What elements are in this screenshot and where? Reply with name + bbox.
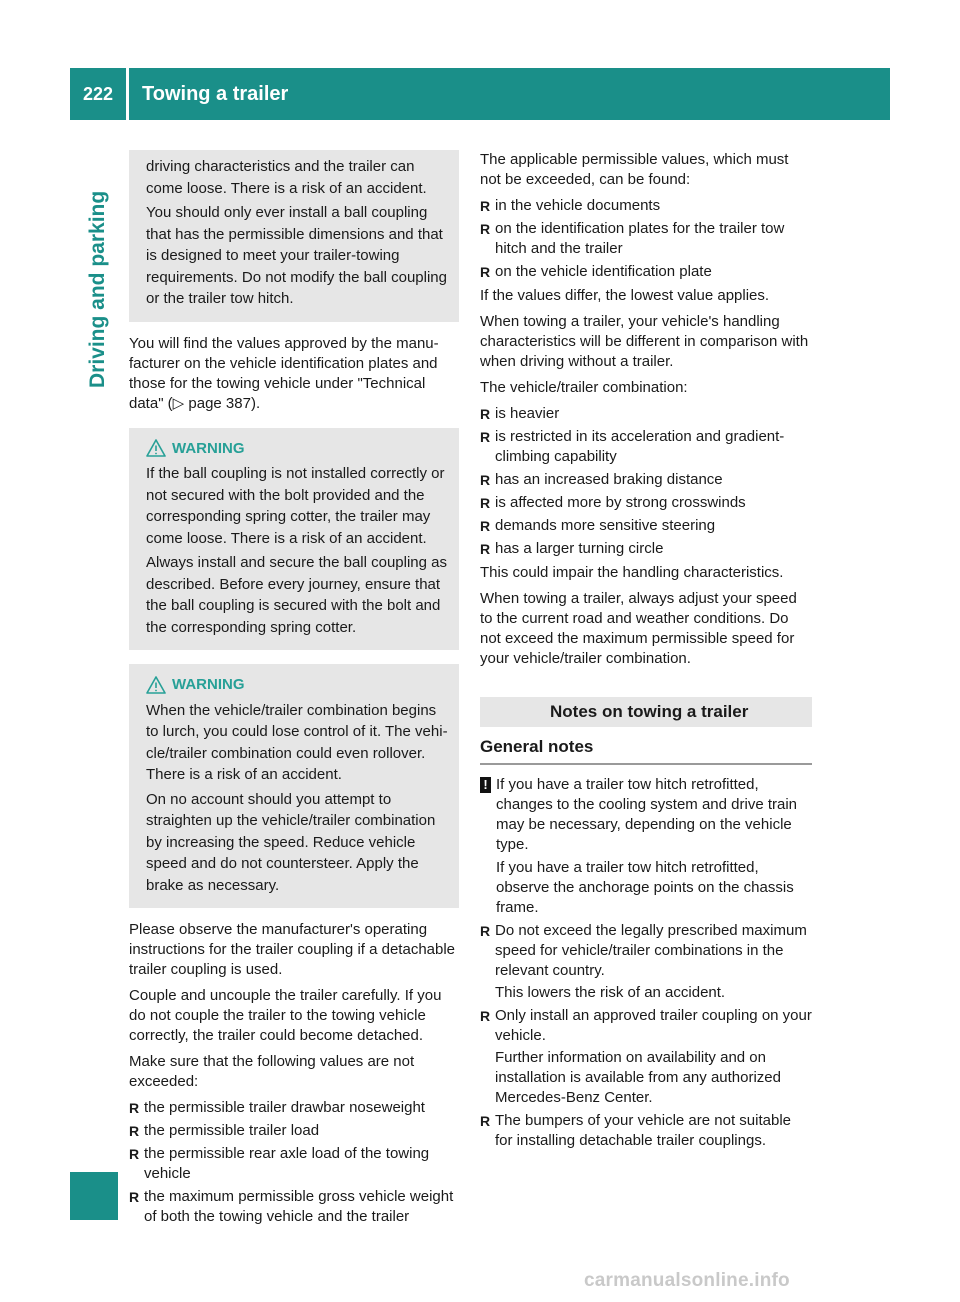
bullet-marker: R <box>480 198 491 214</box>
bullet-marker: R <box>480 264 491 280</box>
paragraph: The applicable permissible values, which must not be exceeded, can be found: <box>480 151 789 188</box>
right-column <box>480 150 812 1155</box>
warning-box <box>129 664 459 908</box>
paragraph: If the values differ, the lowest value applies. <box>480 287 770 304</box>
list-item-note: This lowers the risk of an accident. <box>495 984 726 1001</box>
warning-triangle-icon <box>146 676 166 694</box>
note-paragraph: If you have a trailer tow hitch retrofitted, changes to the cooling system and drive train may be necessary, depending on the vehicle type. <box>496 776 798 853</box>
paragraph: When towing a trailer, always adjust your speed to the current road and weather conditions. Do not exceed the maximum permissible speed for your vehicle/trailer combination. <box>480 590 797 667</box>
list-item: R Do not exceed the legally prescribed maximum speed for vehicle/trailer combinations in the relevant country. This lowers the risk of an accident. <box>480 921 812 1003</box>
warning-box <box>129 428 459 651</box>
paragraph: You will find the values approved by the manufacturer on the vehicle identification plates and those for the towing vehicle under "Technical data" (▷ page 387). <box>129 334 439 412</box>
warning-paragraph: When the vehicle/trailer combination begins to lurch, you could lose control of it. The vehicle/trailer combination could even rollover. There is a risk of an accident. <box>146 701 448 783</box>
list-item: R is restricted in its acceleration and gradient-climbing capability <box>480 428 785 465</box>
chapter-title: Towing a trailer <box>142 83 289 105</box>
list-item: R The bumpers of your vehicle are not suitable for installing detachable trailer couplings. <box>480 1112 791 1149</box>
combination-list <box>480 404 812 559</box>
found-list <box>480 196 812 282</box>
list-item: R demands more sensitive steering <box>480 517 716 534</box>
section-tab-marker <box>70 1172 118 1220</box>
list-item: R Only install an approved trailer coupling on your vehicle. Further information on availability and on installation is available from any authorized Mercedes-Benz Center. <box>480 1007 812 1106</box>
note-block <box>480 775 812 918</box>
list-item: R the permissible trailer load <box>129 1122 320 1139</box>
paragraph: The vehicle/trailer combination: <box>480 379 688 396</box>
general-notes-list <box>480 921 812 1151</box>
box-paragraph: You should only ever install a ball coupling that has the permissible dimensions and that is designed to meet your trailer-towing requirements. Do not modify the ball coupling or the trailer tow hitch. <box>146 204 447 307</box>
subsection-heading: General notes <box>480 737 812 765</box>
bullet-marker: R <box>129 1189 140 1205</box>
watermark: carmanualsonline.info <box>584 1270 790 1291</box>
warning-label: WARNING <box>172 676 245 693</box>
bullet-marker: R <box>480 495 491 511</box>
note-paragraph: If you have a trailer tow hitch retrofitted, observe the anchorage points on the chassis frame. <box>496 859 794 916</box>
paragraph: Make sure that the following values are not exceeded: <box>129 1053 415 1090</box>
continued-warning-box <box>129 150 459 322</box>
bullet-marker: R <box>480 406 491 422</box>
list-item: R on the identification plates for the trailer tow hitch and the trailer <box>480 220 785 257</box>
list-item: R the maximum permissible gross vehicle weight of both the towing vehicle and the trailer <box>129 1188 454 1225</box>
bullet-marker: R <box>480 923 491 939</box>
page-number: 222 <box>82 83 114 104</box>
paragraph: Couple and uncouple the trailer carefully. If you do not couple the trailer to the towing vehicle correctly, the trailer could become detached. <box>129 987 442 1044</box>
bullet-marker: R <box>480 518 491 534</box>
list-item: R in the vehicle documents <box>480 197 661 214</box>
list-item: R is heavier <box>480 405 560 422</box>
list-item: R has an increased braking distance <box>480 471 723 488</box>
section-tab-label: Driving and parking <box>86 190 109 388</box>
paragraph: When towing a trailer, your vehicle's handling characteristics will be different in comparison with when driving without a trailer. <box>480 313 809 370</box>
box-paragraph: driving characteristics and the trailer can come loose. There is a risk of an accident. <box>146 158 427 197</box>
paragraph: This could impair the handling characteristics. <box>480 564 784 581</box>
left-column <box>129 150 459 1231</box>
bullet-marker: R <box>480 1113 491 1129</box>
warning-triangle-icon <box>146 439 166 457</box>
list-item: R the permissible rear axle load of the towing vehicle <box>129 1145 430 1182</box>
header-divider <box>126 68 129 120</box>
bullet-marker: R <box>480 429 491 445</box>
list-item: R has a larger turning circle <box>480 540 664 557</box>
section-heading: Notes on towing a trailer <box>480 697 812 727</box>
warning-label: WARNING <box>172 439 245 457</box>
bullet-marker: R <box>480 541 491 557</box>
warning-paragraph: On no account should you attempt to straighten up the vehicle/trailer combination by increasing the speed. Reduce vehicle speed and do not countersteer. Apply the brake as necessary. <box>146 790 436 894</box>
warning-header <box>146 674 450 696</box>
bullet-marker: R <box>480 472 491 488</box>
bullet-marker: R <box>129 1123 140 1139</box>
values-list <box>129 1098 459 1227</box>
list-item-note: Further information on availability and on installation is available from any authorized Mercedes-Benz Center. <box>495 1049 781 1106</box>
bullet-marker: R <box>129 1146 140 1162</box>
bullet-marker: R <box>480 1008 491 1024</box>
list-item: R on the vehicle identification plate <box>480 263 712 280</box>
list-item: R the permissible trailer drawbar noseweight <box>129 1099 425 1116</box>
paragraph: Please observe the manufacturer's operating instructions for the trailer coupling if a detachable trailer coupling is used. <box>129 921 456 978</box>
warning-header <box>146 438 450 460</box>
warning-paragraph: If the ball coupling is not installed correctly or not secured with the bolt provided and the corresponding spring cotter, the trailer may come loose. There is a risk of an accident. <box>146 465 445 547</box>
exclamation-icon: ! <box>480 777 491 793</box>
bullet-marker: R <box>129 1100 140 1116</box>
warning-paragraph: Always install and secure the ball coupling as described. Before every journey, ensure that the ball coupling is secured with the bolt and the corresponding spring cotter. <box>146 554 448 636</box>
list-item: R is affected more by strong crosswinds <box>480 494 746 511</box>
bullet-marker: R <box>480 221 491 237</box>
